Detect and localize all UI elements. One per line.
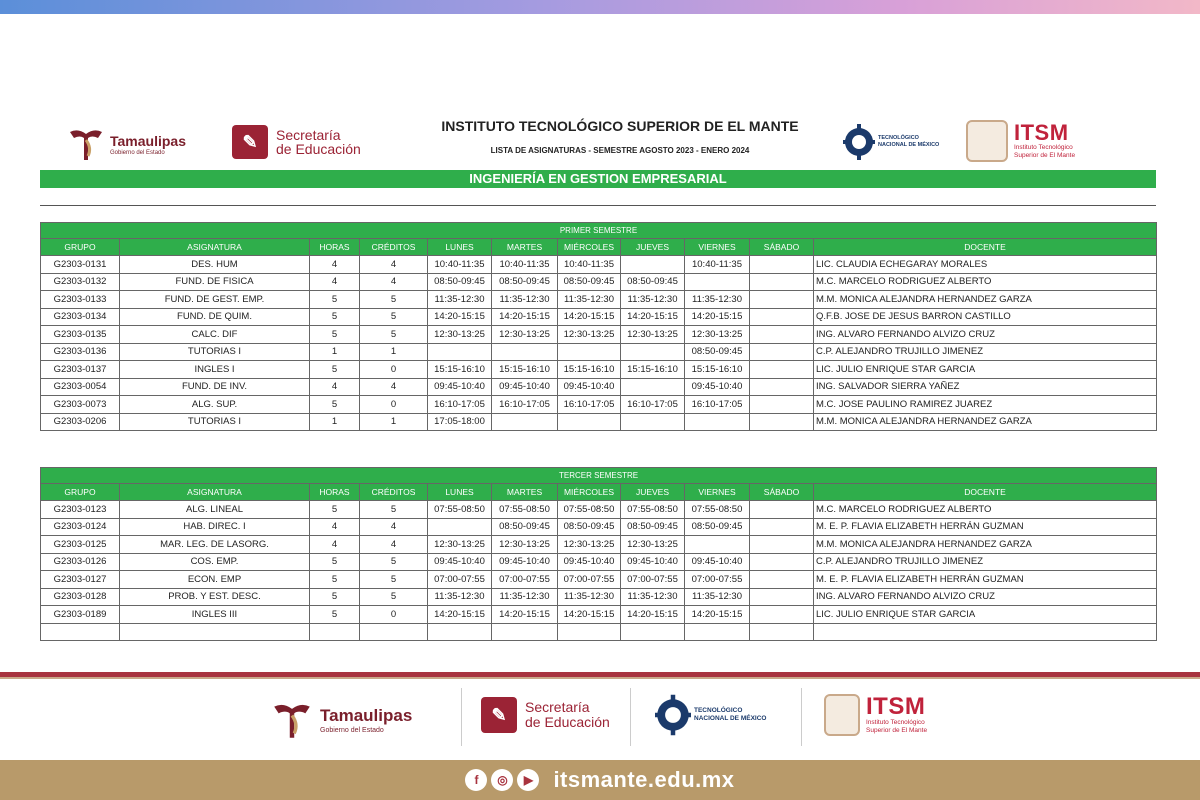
- cell-horas: 4: [310, 378, 360, 396]
- cell-creditos: 1: [360, 343, 428, 361]
- table-row: [41, 623, 1157, 641]
- cell-asignatura: DES. HUM: [120, 256, 310, 274]
- cell-docente: ING. ALVARO FERNANDO ALVIZO CRUZ: [814, 326, 1157, 344]
- col-header: JUEVES: [621, 484, 685, 501]
- footer-itsm-logo: [824, 694, 927, 736]
- cell-lunes: 17:05-18:00: [428, 413, 492, 431]
- cell-docente: [814, 623, 1157, 641]
- col-header: SÁBADO: [750, 239, 814, 256]
- cell-creditos: 5: [360, 291, 428, 309]
- instagram-icon[interactable]: ◎: [491, 769, 513, 791]
- cell-docente: ING. SALVADOR SIERRA YAÑEZ: [814, 378, 1157, 396]
- cell-miercoles: 12:30-13:25: [558, 326, 621, 344]
- cell-creditos: 4: [360, 378, 428, 396]
- table-row: [41, 536, 1157, 554]
- footer-rule-gold: [0, 677, 1200, 679]
- cell-miercoles: 07:00-07:55: [558, 571, 621, 589]
- footer-sep-logo: [481, 697, 610, 733]
- table-row: [41, 273, 1157, 291]
- cell-grupo: G2303-0125: [41, 536, 120, 554]
- tecnm-logo: [843, 122, 939, 162]
- cell-asignatura: INGLES I: [120, 361, 310, 379]
- cell-martes: 14:20-15:15: [492, 606, 558, 624]
- cell-asignatura: INGLES III: [120, 606, 310, 624]
- itsm-name: ITSM: [1014, 120, 1069, 145]
- col-header: MARTES: [492, 239, 558, 256]
- cell-horas: 1: [310, 413, 360, 431]
- cell-horas: 5: [310, 588, 360, 606]
- cell-miercoles: 10:40-11:35: [558, 256, 621, 274]
- cell-docente: ING. ALVARO FERNANDO ALVIZO CRUZ: [814, 588, 1157, 606]
- cell-creditos: 5: [360, 588, 428, 606]
- cell-asignatura: CALC. DIF: [120, 326, 310, 344]
- itsm-seal-icon: [966, 120, 1008, 162]
- cell-viernes: 11:35-12:30: [685, 291, 750, 309]
- cell-docente: C.P. ALEJANDRO TRUJILLO JIMENEZ: [814, 553, 1157, 571]
- cell-viernes: 14:20-15:15: [685, 308, 750, 326]
- cell-lunes: [428, 343, 492, 361]
- cell-jueves: 14:20-15:15: [621, 308, 685, 326]
- cell-jueves: 07:55-08:50: [621, 501, 685, 519]
- cell-grupo: G2303-0189: [41, 606, 120, 624]
- cell-miercoles: [558, 413, 621, 431]
- cell-martes: [492, 413, 558, 431]
- cell-lunes: 16:10-17:05: [428, 396, 492, 414]
- cell-grupo: G2303-0054: [41, 378, 120, 396]
- cell-martes: 07:00-07:55: [492, 571, 558, 589]
- cell-martes: 16:10-17:05: [492, 396, 558, 414]
- cell-lunes: 11:35-12:30: [428, 588, 492, 606]
- tamaulipas-mark-icon: [68, 126, 104, 162]
- tamaulipas-sub: Gobierno del Estado: [320, 727, 384, 734]
- cell-creditos: [360, 623, 428, 641]
- cell-lunes: 07:55-08:50: [428, 501, 492, 519]
- cell-martes: 11:35-12:30: [492, 291, 558, 309]
- col-header: JUEVES: [621, 239, 685, 256]
- col-header: SÁBADO: [750, 484, 814, 501]
- cell-grupo: G2303-0131: [41, 256, 120, 274]
- sep-line2: de Educación: [276, 141, 361, 157]
- cell-jueves: 15:15-16:10: [621, 361, 685, 379]
- cell-martes: 08:50-09:45: [492, 518, 558, 536]
- table-row: [41, 553, 1157, 571]
- cell-miercoles: 11:35-12:30: [558, 291, 621, 309]
- cell-viernes: 15:15-16:10: [685, 361, 750, 379]
- cell-horas: 5: [310, 606, 360, 624]
- cell-viernes: 16:10-17:05: [685, 396, 750, 414]
- cell-viernes: 12:30-13:25: [685, 326, 750, 344]
- cell-lunes: 10:40-11:35: [428, 256, 492, 274]
- cell-horas: 5: [310, 361, 360, 379]
- list-subtitle: LISTA DE ASIGNATURAS - SEMESTRE AGOSTO 2023 - ENERO 2024: [490, 146, 750, 155]
- cell-martes: 12:30-13:25: [492, 536, 558, 554]
- sep-line1: Secretaría: [276, 127, 341, 143]
- cell-viernes: 14:20-15:15: [685, 606, 750, 624]
- cell-grupo: G2303-0123: [41, 501, 120, 519]
- cell-asignatura: COS. EMP.: [120, 553, 310, 571]
- col-header: GRUPO: [41, 484, 120, 501]
- semester-table-tercer: [40, 467, 1157, 641]
- cell-martes: [492, 623, 558, 641]
- col-header: CRÉDITOS: [360, 239, 428, 256]
- cell-creditos: 4: [360, 273, 428, 291]
- col-header: MIÉRCOLES: [558, 484, 621, 501]
- cell-martes: 09:45-10:40: [492, 378, 558, 396]
- cell-sabado: [750, 308, 814, 326]
- cell-sabado: [750, 413, 814, 431]
- cell-docente: M.M. MONICA ALEJANDRA HERNANDEZ GARZA: [814, 536, 1157, 554]
- cell-lunes: 14:20-15:15: [428, 308, 492, 326]
- cell-jueves: 14:20-15:15: [621, 606, 685, 624]
- website-link[interactable]: itsmante.edu.mx: [553, 767, 735, 792]
- cell-creditos: 5: [360, 571, 428, 589]
- cell-horas: 5: [310, 291, 360, 309]
- cell-creditos: 1: [360, 413, 428, 431]
- cell-asignatura: ECON. EMP: [120, 571, 310, 589]
- cell-creditos: 0: [360, 396, 428, 414]
- cell-docente: M.C. MARCELO RODRIGUEZ ALBERTO: [814, 501, 1157, 519]
- cell-horas: 5: [310, 571, 360, 589]
- cell-sabado: [750, 518, 814, 536]
- cell-jueves: 08:50-09:45: [621, 518, 685, 536]
- cell-creditos: 0: [360, 361, 428, 379]
- cell-asignatura: ALG. SUP.: [120, 396, 310, 414]
- cell-horas: 5: [310, 326, 360, 344]
- cell-horas: 4: [310, 273, 360, 291]
- cell-viernes: 10:40-11:35: [685, 256, 750, 274]
- col-header: HORAS: [310, 484, 360, 501]
- footer-tamaulipas-logo: [270, 700, 412, 740]
- cell-horas: 5: [310, 553, 360, 571]
- table-row: [41, 326, 1157, 344]
- footer-divider: [461, 688, 462, 746]
- cell-horas: 1: [310, 343, 360, 361]
- cell-asignatura: MAR. LEG. DE LASORG.: [120, 536, 310, 554]
- table-row: [41, 256, 1157, 274]
- cell-lunes: 09:45-10:40: [428, 553, 492, 571]
- cell-lunes: 14:20-15:15: [428, 606, 492, 624]
- cell-sabado: [750, 553, 814, 571]
- cell-viernes: 09:45-10:40: [685, 378, 750, 396]
- cell-viernes: 08:50-09:45: [685, 343, 750, 361]
- cell-miercoles: 08:50-09:45: [558, 273, 621, 291]
- cell-grupo: G2303-0127: [41, 571, 120, 589]
- cell-miercoles: 12:30-13:25: [558, 536, 621, 554]
- col-header: MIÉRCOLES: [558, 239, 621, 256]
- cell-grupo: G2303-0136: [41, 343, 120, 361]
- cell-sabado: [750, 326, 814, 344]
- tecnm-line1: TECNOLÓGICO: [694, 707, 743, 714]
- cell-horas: 5: [310, 396, 360, 414]
- cell-creditos: 4: [360, 536, 428, 554]
- tamaulipas-mark-icon: [270, 700, 314, 740]
- cell-miercoles: 16:10-17:05: [558, 396, 621, 414]
- table-row: [41, 518, 1157, 536]
- cell-jueves: 12:30-13:25: [621, 536, 685, 554]
- footer-divider: [630, 688, 631, 746]
- table-body: [41, 256, 1157, 431]
- table-body: [41, 501, 1157, 641]
- col-header: ASIGNATURA: [120, 239, 310, 256]
- cell-creditos: 0: [360, 606, 428, 624]
- cell-viernes: 08:50-09:45: [685, 518, 750, 536]
- cell-horas: 5: [310, 501, 360, 519]
- footer-tecnm-logo: [655, 690, 766, 740]
- sep-line2: de Educación: [525, 714, 610, 730]
- cell-asignatura: FUND. DE FISICA: [120, 273, 310, 291]
- tecnm-gear-icon: [843, 122, 875, 162]
- cell-jueves: 09:45-10:40: [621, 553, 685, 571]
- col-header: ASIGNATURA: [120, 484, 310, 501]
- cell-docente: M.M. MONICA ALEJANDRA HERNANDEZ GARZA: [814, 413, 1157, 431]
- cell-grupo: G2303-0126: [41, 553, 120, 571]
- tamaulipas-sub: Gobierno del Estado: [110, 149, 165, 156]
- cell-miercoles: 09:45-10:40: [558, 553, 621, 571]
- table-row: [41, 361, 1157, 379]
- cell-lunes: [428, 623, 492, 641]
- cell-miercoles: 07:55-08:50: [558, 501, 621, 519]
- itsm-line2: Superior de El Mante: [866, 727, 928, 734]
- col-header: MARTES: [492, 484, 558, 501]
- cell-lunes: 11:35-12:30: [428, 291, 492, 309]
- cell-jueves: [621, 378, 685, 396]
- top-gradient-bar: [0, 0, 1200, 14]
- sep-pencil-icon: ✎: [481, 697, 517, 733]
- cell-martes: 15:15-16:10: [492, 361, 558, 379]
- cell-jueves: 07:00-07:55: [621, 571, 685, 589]
- cell-grupo: G2303-0133: [41, 291, 120, 309]
- cell-viernes: 11:35-12:30: [685, 588, 750, 606]
- cell-grupo: G2303-0128: [41, 588, 120, 606]
- cell-martes: 07:55-08:50: [492, 501, 558, 519]
- cell-creditos: 5: [360, 501, 428, 519]
- cell-sabado: [750, 378, 814, 396]
- cell-creditos: 4: [360, 256, 428, 274]
- cell-horas: 4: [310, 518, 360, 536]
- cell-grupo: [41, 623, 120, 641]
- cell-lunes: 12:30-13:25: [428, 536, 492, 554]
- cell-jueves: [621, 343, 685, 361]
- table-row: [41, 396, 1157, 414]
- cell-lunes: 08:50-09:45: [428, 273, 492, 291]
- institute-title: INSTITUTO TECNOLÓGICO SUPERIOR DE EL MANTE: [441, 118, 799, 134]
- table-row: [41, 343, 1157, 361]
- cell-viernes: [685, 273, 750, 291]
- cell-sabado: [750, 361, 814, 379]
- cell-viernes: 07:00-07:55: [685, 571, 750, 589]
- cell-sabado: [750, 588, 814, 606]
- document-header: [420, 118, 820, 155]
- cell-grupo: G2303-0137: [41, 361, 120, 379]
- cell-horas: 5: [310, 308, 360, 326]
- cell-jueves: 11:35-12:30: [621, 588, 685, 606]
- cell-viernes: 07:55-08:50: [685, 501, 750, 519]
- cell-sabado: [750, 256, 814, 274]
- cell-grupo: G2303-0135: [41, 326, 120, 344]
- cell-docente: LIC. JULIO ENRIQUE STAR GARCIA: [814, 606, 1157, 624]
- semester-table-primer: [40, 222, 1157, 431]
- cell-martes: 12:30-13:25: [492, 326, 558, 344]
- cell-miercoles: [558, 343, 621, 361]
- cell-viernes: [685, 413, 750, 431]
- cell-jueves: 16:10-17:05: [621, 396, 685, 414]
- cell-lunes: 12:30-13:25: [428, 326, 492, 344]
- cell-sabado: [750, 501, 814, 519]
- cell-viernes: [685, 536, 750, 554]
- sep-line1: Secretaría: [525, 699, 590, 715]
- cell-asignatura: FUND. DE INV.: [120, 378, 310, 396]
- cell-horas: [310, 623, 360, 641]
- col-header: CRÉDITOS: [360, 484, 428, 501]
- social-icons: [465, 769, 539, 791]
- cell-grupo: G2303-0206: [41, 413, 120, 431]
- cell-miercoles: 09:45-10:40: [558, 378, 621, 396]
- cell-lunes: 09:45-10:40: [428, 378, 492, 396]
- cell-martes: 08:50-09:45: [492, 273, 558, 291]
- cell-creditos: 5: [360, 553, 428, 571]
- cell-jueves: 08:50-09:45: [621, 273, 685, 291]
- sep-logo: [232, 125, 361, 159]
- cell-grupo: G2303-0073: [41, 396, 120, 414]
- cell-asignatura: TUTORIAS I: [120, 343, 310, 361]
- youtube-icon[interactable]: ▶: [517, 769, 539, 791]
- table-row: [41, 606, 1157, 624]
- cell-miercoles: 15:15-16:10: [558, 361, 621, 379]
- cell-docente: M.C. JOSE PAULINO RAMIREZ JUAREZ: [814, 396, 1157, 414]
- col-header: VIERNES: [685, 484, 750, 501]
- cell-lunes: [428, 518, 492, 536]
- cell-miercoles: 08:50-09:45: [558, 518, 621, 536]
- cell-horas: 4: [310, 536, 360, 554]
- cell-sabado: [750, 273, 814, 291]
- cell-docente: M.M. MONICA ALEJANDRA HERNANDEZ GARZA: [814, 291, 1157, 309]
- cell-docente: M.C. MARCELO RODRIGUEZ ALBERTO: [814, 273, 1157, 291]
- cell-grupo: G2303-0124: [41, 518, 120, 536]
- col-header: HORAS: [310, 239, 360, 256]
- cell-sabado: [750, 343, 814, 361]
- col-header: DOCENTE: [814, 239, 1157, 256]
- cell-creditos: 4: [360, 518, 428, 536]
- itsm-name: ITSM: [866, 693, 926, 720]
- cell-docente: Q.F.B. JOSE DE JESUS BARRON CASTILLO: [814, 308, 1157, 326]
- itsm-line2: Superior de El Mante: [1014, 152, 1076, 159]
- cell-martes: 09:45-10:40: [492, 553, 558, 571]
- semester-title: PRIMER SEMESTRE: [41, 223, 1157, 239]
- cell-miercoles: 14:20-15:15: [558, 308, 621, 326]
- cell-sabado: [750, 396, 814, 414]
- semester-title: TERCER SEMESTRE: [41, 468, 1157, 484]
- cell-asignatura: [120, 623, 310, 641]
- col-header: LUNES: [428, 484, 492, 501]
- cell-lunes: 15:15-16:10: [428, 361, 492, 379]
- tamaulipas-logo: [68, 126, 186, 162]
- cell-miercoles: [558, 623, 621, 641]
- cell-lunes: 07:00-07:55: [428, 571, 492, 589]
- cell-asignatura: PROB. Y EST. DESC.: [120, 588, 310, 606]
- cell-sabado: [750, 623, 814, 641]
- tamaulipas-name: Tamaulipas: [320, 706, 413, 725]
- cell-docente: LIC. CLAUDIA ECHEGARAY MORALES: [814, 256, 1157, 274]
- footer-divider: [801, 688, 802, 746]
- tecnm-line2: NACIONAL DE MÉXICO: [694, 715, 767, 722]
- cell-creditos: 5: [360, 308, 428, 326]
- divider: [40, 205, 1156, 206]
- itsm-line1: Instituto Tecnológico: [1014, 144, 1073, 151]
- cell-martes: 14:20-15:15: [492, 308, 558, 326]
- cell-sabado: [750, 606, 814, 624]
- cell-jueves: [621, 623, 685, 641]
- table-row: [41, 571, 1157, 589]
- cell-asignatura: ALG. LINEAL: [120, 501, 310, 519]
- cell-martes: 11:35-12:30: [492, 588, 558, 606]
- tecnm-line2: NACIONAL DE MÉXICO: [878, 142, 940, 148]
- itsm-seal-icon: [824, 694, 860, 736]
- cell-sabado: [750, 571, 814, 589]
- cell-asignatura: TUTORIAS I: [120, 413, 310, 431]
- career-title: INGENIERÍA EN GESTION EMPRESARIAL: [40, 170, 1156, 188]
- cell-martes: [492, 343, 558, 361]
- footer-band: [0, 760, 1200, 800]
- cell-jueves: [621, 413, 685, 431]
- tecnm-line1: TECNOLÓGICO: [878, 135, 919, 141]
- cell-viernes: 09:45-10:40: [685, 553, 750, 571]
- table-row: [41, 501, 1157, 519]
- cell-docente: LIC. JULIO ENRIQUE STAR GARCIA: [814, 361, 1157, 379]
- cell-creditos: 5: [360, 326, 428, 344]
- col-header: GRUPO: [41, 239, 120, 256]
- cell-docente: M. E. P. FLAVIA ELIZABETH HERRÁN GUZMAN: [814, 571, 1157, 589]
- cell-jueves: [621, 256, 685, 274]
- col-header: DOCENTE: [814, 484, 1157, 501]
- cell-martes: 10:40-11:35: [492, 256, 558, 274]
- tecnm-gear-icon: [655, 690, 691, 740]
- table-row: [41, 308, 1157, 326]
- cell-asignatura: FUND. DE QUIM.: [120, 308, 310, 326]
- table-row: [41, 588, 1157, 606]
- table-row: [41, 378, 1157, 396]
- cell-grupo: G2303-0132: [41, 273, 120, 291]
- cell-asignatura: FUND. DE GEST. EMP.: [120, 291, 310, 309]
- cell-jueves: 12:30-13:25: [621, 326, 685, 344]
- cell-miercoles: 14:20-15:15: [558, 606, 621, 624]
- table-row: [41, 291, 1157, 309]
- col-header: VIERNES: [685, 239, 750, 256]
- cell-docente: C.P. ALEJANDRO TRUJILLO JIMENEZ: [814, 343, 1157, 361]
- facebook-icon[interactable]: f: [465, 769, 487, 791]
- cell-jueves: 11:35-12:30: [621, 291, 685, 309]
- cell-miercoles: 11:35-12:30: [558, 588, 621, 606]
- cell-sabado: [750, 291, 814, 309]
- tamaulipas-name: Tamaulipas: [110, 132, 186, 149]
- table-row: [41, 413, 1157, 431]
- itsm-logo: [966, 120, 1075, 162]
- cell-viernes: [685, 623, 750, 641]
- cell-docente: M. E. P. FLAVIA ELIZABETH HERRÁN GUZMAN: [814, 518, 1157, 536]
- cell-asignatura: HAB. DIREC. I: [120, 518, 310, 536]
- cell-horas: 4: [310, 256, 360, 274]
- cell-grupo: G2303-0134: [41, 308, 120, 326]
- sep-pencil-icon: ✎: [232, 125, 268, 159]
- itsm-line1: Instituto Tecnológico: [866, 719, 925, 726]
- col-header: LUNES: [428, 239, 492, 256]
- cell-sabado: [750, 536, 814, 554]
